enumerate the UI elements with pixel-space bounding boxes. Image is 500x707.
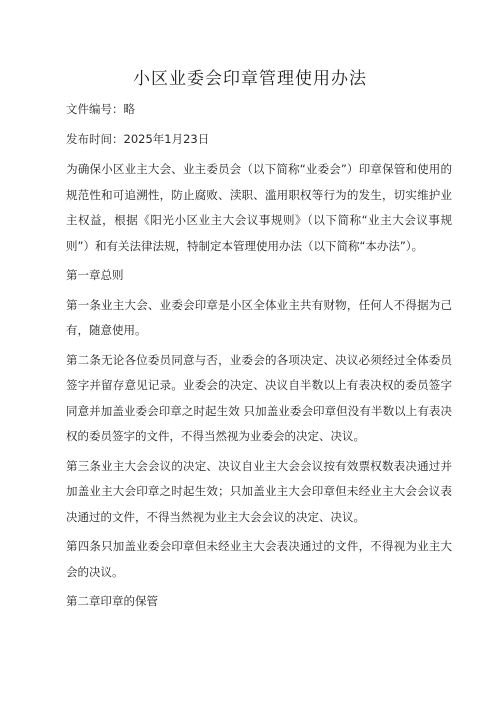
article-paragraph: 第一条业主大会、业委会印章是小区全体业主共有财物，任何人不得据为己有，随意使用。 <box>66 297 452 337</box>
chapter-heading: 第二章印章的保管 <box>66 594 158 608</box>
article-paragraph: 第四条只加盖业委会印章但未经业主大会表决通过的文件，不得视为业主大会的决议。 <box>66 539 452 579</box>
article-paragraph: 第二条无论各位委员同意与否，业委会的各项决定、决议必须经过全体委员签字并留存意见记录。业委会的决定、决议自半数以上有表决权的委员签字同意并加盖业委会印章之时起生效 只加盖业委会印章但没有半数以上有表决权的委员签字的文件，不得当然视为业委会的决定、决议。 <box>66 352 452 443</box>
chapter-heading: 第一章总则 <box>66 268 124 282</box>
intro-paragraph <box>66 157 452 259</box>
document-body <box>66 157 452 619</box>
intro-text: 为确保小区业主大会、业主委员会（以下简称“业委会”）印章保管和使用的规范性和可追溯性，防止腐败、渎职、滥用职权等行为的发生，切实维护业主权益，根据《阳光小区业主大会议事规则》（以下简称“业主大会议事规则”）和有关法律法规，特制定本管理使用办法（以下简称“本办法”）。 <box>66 162 452 253</box>
document-number: 文件编号：略 <box>66 102 135 116</box>
publish-date: 发布时间：2025年1月23日 <box>66 132 210 146</box>
article-paragraph: 第三条业主大会会议的决定、决议自业主大会会议按有效票权数表决通过并加盖业主大会印章之时起生效；只加盖业主大会印章但未经业主大会会议表决通过的文件，不得当然视为业主大会会议的决定、决议。 <box>66 458 452 524</box>
document-title: 小区业委会印章管理使用办法 <box>133 69 367 89</box>
